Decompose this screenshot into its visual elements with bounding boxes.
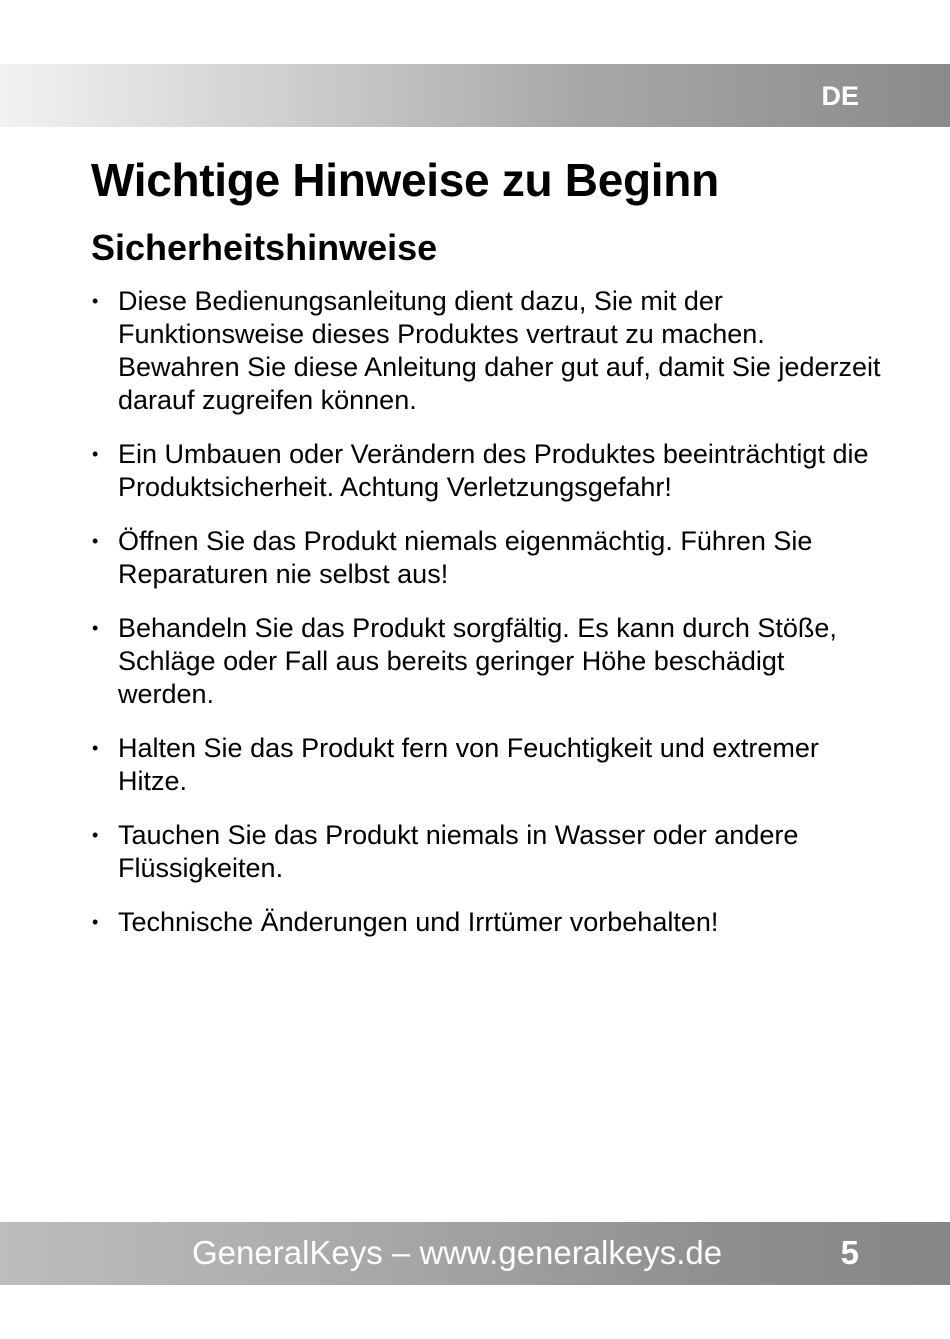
list-item-text: Tauchen Sie das Produkt niemals in Wasser oder andere Flüssigkeiten. (118, 820, 799, 883)
section-subtitle: Sicherheitshinweise (91, 227, 438, 268)
list-item (91, 906, 881, 939)
list-item (91, 438, 881, 504)
list-item-text: Öffnen Sie das Produkt niemals eigenmächtig. Führen Sie Reparaturen nie selbst aus! (118, 526, 813, 589)
list-item-text: Technische Änderungen und Irrtümer vorbehalten! (118, 907, 719, 937)
language-label: DE (821, 81, 859, 111)
footer-brand-url: GeneralKeys – www.generalkeys.de (192, 1234, 723, 1271)
page-number: 5 (840, 1234, 859, 1271)
list-item (91, 612, 881, 711)
list-item-text: Halten Sie das Produkt fern von Feuchtigkeit und extremer Hitze. (118, 733, 819, 796)
bullet-icon: • (92, 912, 99, 932)
bullet-icon: • (92, 291, 99, 311)
list-item (91, 285, 881, 417)
safety-notes-list (91, 285, 881, 960)
list-item-text: Behandeln Sie das Produkt sorgfältig. Es kann durch Stöße, Schläge oder Fall aus bereits geringer Höhe beschädigt werden. (118, 613, 837, 709)
bullet-icon: • (92, 738, 99, 758)
bullet-icon: • (92, 531, 99, 551)
list-item-text: Ein Umbauen oder Verändern des Produktes beeinträchtigt die Produktsicherheit. Achtung Verletzungsgefahr! (118, 439, 869, 502)
list-item (91, 732, 881, 798)
list-item (91, 525, 881, 591)
list-item-text: Diese Bedienungsanleitung dient dazu, Sie mit der Funktionsweise dieses Produktes vertraut zu machen. Bewahren Sie diese Anleitung daher gut auf, damit Sie jederzeit darauf zugreifen können. (118, 286, 881, 415)
page-title: Wichtige Hinweise zu Beginn (91, 154, 719, 206)
bullet-icon: • (92, 825, 99, 845)
bullet-icon: • (92, 618, 99, 638)
bullet-icon: • (92, 444, 99, 464)
header-band (0, 64, 950, 127)
list-item (91, 819, 881, 885)
